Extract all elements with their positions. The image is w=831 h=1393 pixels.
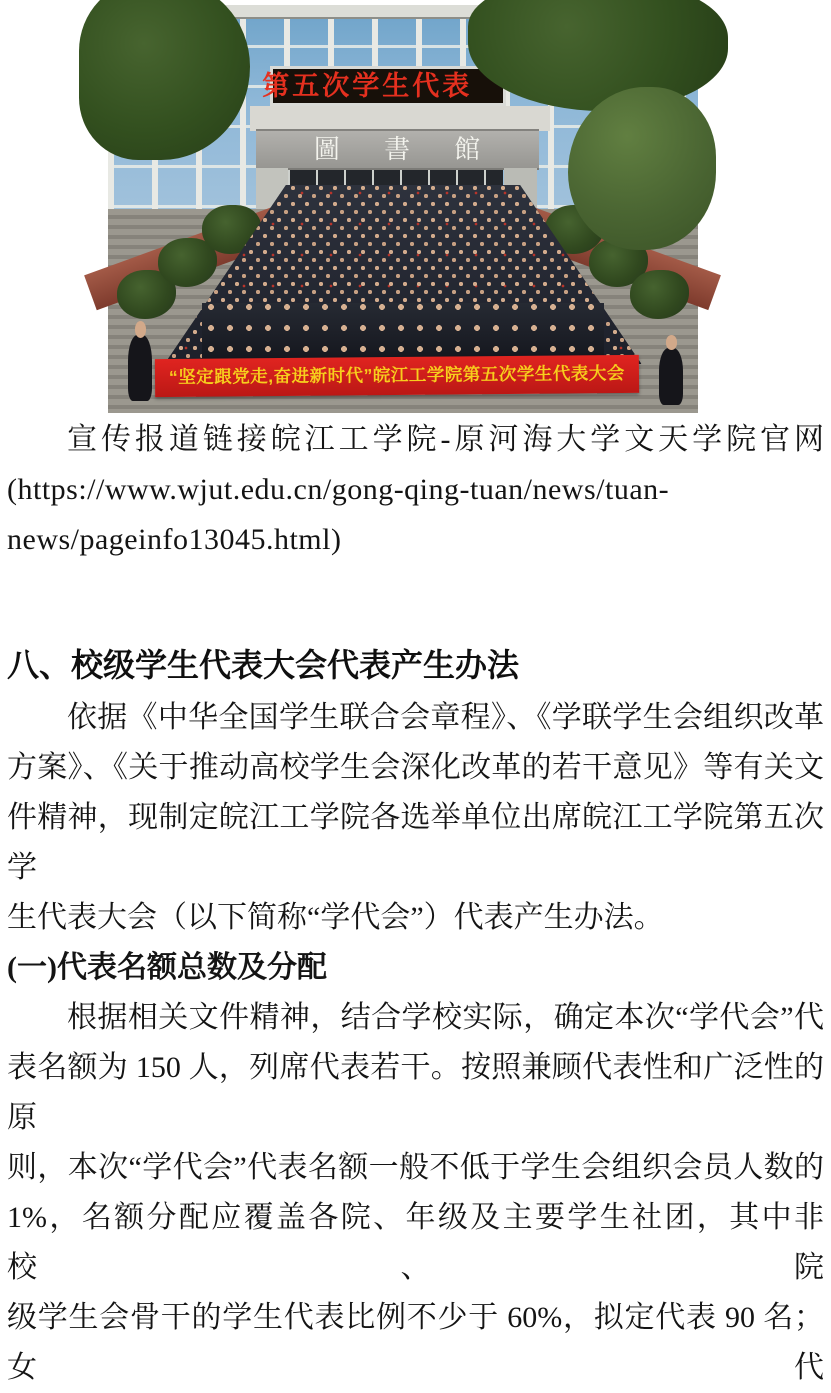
paragraph-line: 表名额为 150 人，列席代表若干。按照兼顾代表性和广泛性的原: [7, 1051, 824, 1134]
paragraph-line: 方案》、《关于推动高校学生会深化改革的若干意见》等有关文: [7, 751, 824, 784]
paragraph-line: 生代表大会（以下简称“学代会”）代表产生办法。: [7, 901, 664, 934]
front-row-leaders: [202, 303, 603, 360]
paragraph-line: 1%，名额分配应覆盖各院、年级及主要学生社团，其中非校、院: [7, 1201, 824, 1284]
paragraph-line: 根据相关文件精神，结合学校实际，确定本次“学代会”代: [67, 1001, 824, 1034]
library-sign-text: 圖書館: [313, 134, 525, 164]
photo-caption-url-line: news/pageinfo13045.html): [7, 523, 342, 556]
subsection-heading: (一)代表名额总数及分配: [7, 951, 327, 984]
tree-right-lower: [568, 87, 716, 250]
library-sign: [256, 129, 539, 170]
section-heading: 八、校级学生代表大会代表产生办法: [7, 647, 520, 683]
conference-banner-text: “坚定跟党走,奋进新时代”皖江工学院第五次学生代表大会: [169, 363, 626, 388]
banner-holder-right: [659, 348, 683, 405]
led-display-text: 第五次学生代表: [262, 70, 473, 101]
paragraph-line: 级学生会骨干的学生代表比例不少于 60%，拟定代表 90 名；女代: [7, 1301, 824, 1384]
paragraph-line: 依据《中华全国学生联合会章程》、《学联学生会组织改革: [67, 701, 824, 734]
paragraph-line: 则，本次“学代会”代表名额一般不低于学生会组织会员人数的: [7, 1151, 824, 1184]
document-page: [0, 5, 831, 1384]
photo-caption-url-line: (https://www.wjut.edu.cn/gong-qing-tuan/news/tuan-: [7, 473, 670, 506]
photo-caption: [7, 415, 824, 565]
facade-band: [250, 106, 551, 130]
conference-banner: [155, 355, 639, 398]
photo-caption-line: 宣传报道链接皖江工学院-原河海大学文天学院官网: [67, 423, 824, 456]
paragraph-1: [7, 693, 824, 943]
banner-holder-left: [128, 335, 152, 400]
paragraph-2: [7, 993, 824, 1393]
group-photo: [108, 5, 698, 413]
led-display: [262, 66, 506, 106]
paragraph-line: 件精神，现制定皖江工学院各选举单位出席皖江工学院第五次学: [7, 801, 824, 884]
